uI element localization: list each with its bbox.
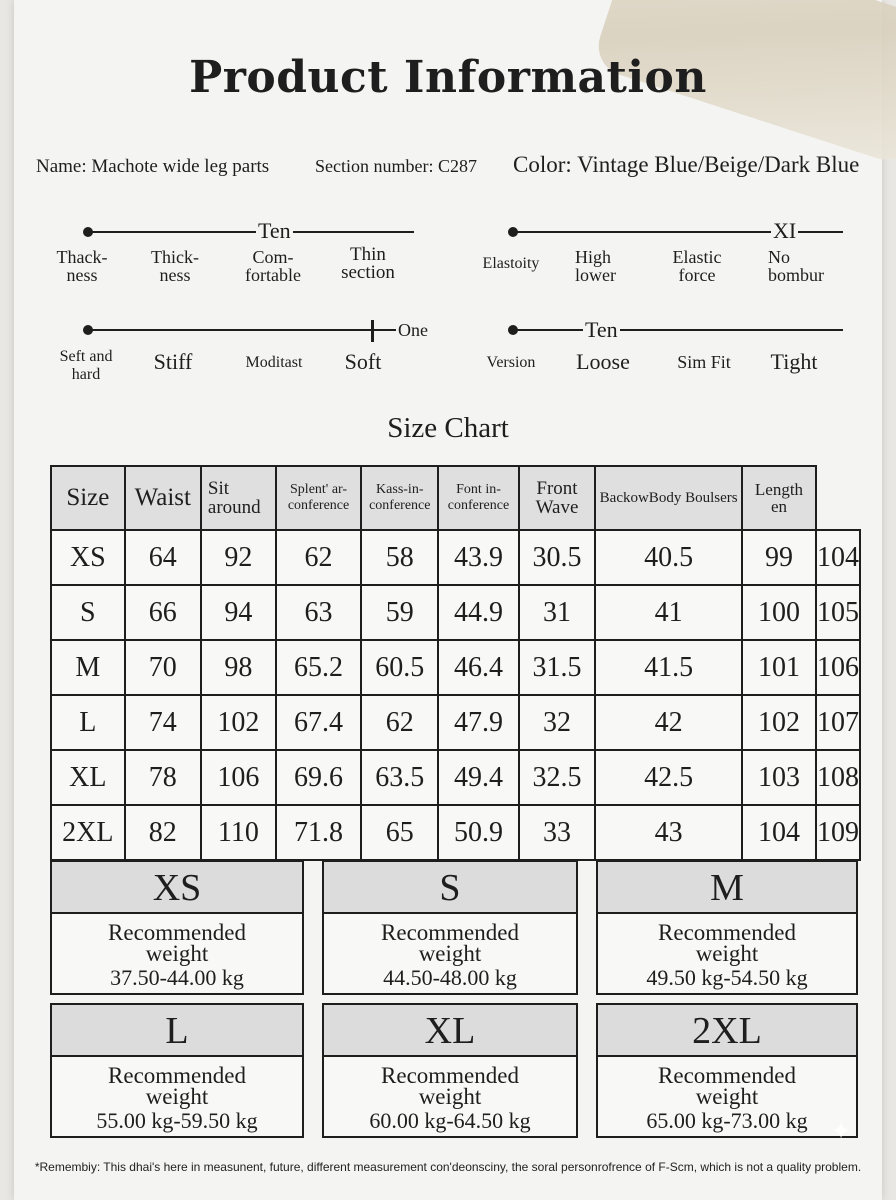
rec-card-size: S: [324, 862, 576, 914]
measurement-cell: 71.8: [276, 805, 361, 860]
measurement-cell: 109: [816, 805, 860, 860]
scale-marker: Ten: [585, 317, 618, 342]
rec-card-m: [596, 860, 858, 995]
measurement-cell: 67.4: [276, 695, 361, 750]
size-label-cell: 2XL: [51, 805, 125, 860]
measurement-cell: 60.5: [361, 640, 438, 695]
size-chart-row: [51, 695, 860, 750]
scale-option: Seft and hard: [59, 348, 113, 383]
measurement-cell: 110: [201, 805, 276, 860]
measurement-cell: 63: [276, 585, 361, 640]
column-header: Front Wave: [519, 466, 596, 530]
scale-selected-tick: [371, 320, 374, 342]
measurement-cell: 104: [742, 805, 816, 860]
scale-option: Version: [486, 354, 536, 371]
rec-card-value: 49.50 kg-54.50 kg: [646, 965, 808, 990]
column-header: Size: [51, 466, 125, 530]
scale-option: Thin section: [341, 244, 395, 283]
size-chart-body: [51, 530, 860, 860]
section-number: Section number: C287: [315, 156, 477, 176]
scale-option: High lower: [575, 247, 616, 285]
scale-marker: One: [398, 320, 428, 340]
rec-card-xl: [322, 1003, 578, 1138]
measurement-cell: 66: [125, 585, 201, 640]
measurement-cell: 100: [742, 585, 816, 640]
rec-card-xs: [50, 860, 304, 995]
rec-card-size: XS: [52, 862, 302, 914]
size-chart-row: [51, 530, 860, 585]
scale-option: Thick- ness: [151, 247, 199, 285]
scale-option: Loose: [576, 349, 630, 374]
size-label-cell: S: [51, 585, 125, 640]
measurement-cell: 102: [742, 695, 816, 750]
footnote: *Remembiy: This dhai's here in measunent, future, different measurement con'deonsciny, the soral personrofrence of F-Scm, which is not a quality problem.: [34, 1160, 862, 1174]
size-label-cell: XL: [51, 750, 125, 805]
measurement-cell: 106: [201, 750, 276, 805]
scale-option: Sim Fit: [677, 352, 731, 372]
measurement-cell: 78: [125, 750, 201, 805]
column-header: Font in- conference: [438, 466, 518, 530]
measurement-cell: 49.4: [438, 750, 518, 805]
size-chart-row: [51, 750, 860, 805]
column-header: Kass-in- conference: [361, 466, 438, 530]
scale-option: Elastic force: [672, 247, 722, 285]
measurement-cell: 41.5: [595, 640, 742, 695]
scale-marker: Ten: [258, 218, 291, 243]
measurement-cell: 32.5: [519, 750, 596, 805]
measurement-cell: 31.5: [519, 640, 596, 695]
size-chart-header-row: [51, 466, 860, 530]
measurement-cell: 105: [816, 585, 860, 640]
measurement-cell: 65.2: [276, 640, 361, 695]
size-label-cell: XS: [51, 530, 125, 585]
rec-card-label: Recommended weight: [381, 1063, 519, 1109]
rec-card-label: Recommended weight: [108, 1063, 246, 1109]
rec-card-l: [50, 1003, 304, 1138]
measurement-cell: 62: [276, 530, 361, 585]
product-name: Name: Machote wide leg parts: [36, 156, 270, 177]
size-label-cell: L: [51, 695, 125, 750]
rec-card-size: M: [598, 862, 856, 914]
measurement-cell: 63.5: [361, 750, 438, 805]
measurement-cell: 43: [595, 805, 742, 860]
rec-card-value: 44.50-48.00 kg: [383, 965, 517, 990]
size-chart-row: [51, 585, 860, 640]
column-header: BackowBody Boulsers: [595, 466, 742, 530]
rec-card-value: 55.00 kg-59.50 kg: [96, 1108, 258, 1133]
sparkle-icon: ✦: [830, 1117, 852, 1145]
measurement-cell: 64: [125, 530, 201, 585]
measurement-cell: 30.5: [519, 530, 596, 585]
measurement-cell: 62: [361, 695, 438, 750]
rec-card-size: L: [52, 1005, 302, 1057]
measurement-cell: 94: [201, 585, 276, 640]
scale-line: [88, 231, 414, 233]
measurement-cell: 50.9: [438, 805, 518, 860]
rec-card-value: 37.50-44.00 kg: [110, 965, 244, 990]
scale-option: Thack- ness: [56, 247, 108, 285]
size-label-cell: M: [51, 640, 125, 695]
rec-card-label: Recommended weight: [658, 920, 796, 966]
rec-card-label: Recommended weight: [108, 920, 246, 966]
measurement-cell: 69.6: [276, 750, 361, 805]
scale-option: Moditast: [245, 354, 303, 371]
size-chart-row: [51, 640, 860, 695]
product-color: Color: Vintage Blue/Beige/Dark Blue: [513, 152, 860, 177]
rec-card-label: Recommended weight: [381, 920, 519, 966]
measurement-cell: 103: [742, 750, 816, 805]
rec-card-value: 65.00 kg-73.00 kg: [646, 1108, 808, 1133]
rec-card-value: 60.00 kg-64.50 kg: [369, 1108, 531, 1133]
measurement-cell: 106: [816, 640, 860, 695]
measurement-cell: 65: [361, 805, 438, 860]
scale-option: No bombur: [768, 247, 824, 285]
scale-option: Soft: [344, 349, 382, 374]
size-chart-table: [50, 465, 861, 861]
measurement-cell: 47.9: [438, 695, 518, 750]
measurement-cell: 104: [816, 530, 860, 585]
measurement-cell: 82: [125, 805, 201, 860]
measurement-cell: 108: [816, 750, 860, 805]
measurement-cell: 32: [519, 695, 596, 750]
measurement-cell: 41: [595, 585, 742, 640]
rec-card-size: 2XL: [598, 1005, 856, 1057]
measurement-cell: 46.4: [438, 640, 518, 695]
measurement-cell: 40.5: [595, 530, 742, 585]
scale-option: Elastoity: [482, 255, 540, 272]
measurement-cell: 33: [519, 805, 596, 860]
measurement-cell: 102: [201, 695, 276, 750]
column-header: Splent' ar- conference: [276, 466, 361, 530]
scale-line: [88, 329, 398, 331]
column-header: Waist: [125, 466, 201, 530]
rec-card-s: [322, 860, 578, 995]
measurement-cell: 99: [742, 530, 816, 585]
measurement-cell: 59: [361, 585, 438, 640]
scale-marker: XI: [773, 218, 797, 243]
rec-card-2xl: [596, 1003, 858, 1138]
measurement-cell: 42: [595, 695, 742, 750]
measurement-cell: 70: [125, 640, 201, 695]
scale-line: [513, 329, 843, 331]
measurement-cell: 74: [125, 695, 201, 750]
measurement-cell: 31: [519, 585, 596, 640]
size-chart-row: [51, 805, 860, 860]
rec-card-label: Recommended weight: [658, 1063, 796, 1109]
size-chart-title: Size Chart: [387, 412, 509, 444]
page-title: Product Information: [189, 52, 707, 103]
thickness-scale: [0, 215, 450, 290]
column-header: Sit around: [201, 466, 276, 530]
scale-option: Tight: [770, 349, 818, 374]
column-header: Length en: [742, 466, 816, 530]
elasticity-scale: [450, 215, 896, 290]
measurement-cell: 101: [742, 640, 816, 695]
measurement-cell: 58: [361, 530, 438, 585]
rec-card-size: XL: [324, 1005, 576, 1057]
measurement-cell: 98: [201, 640, 276, 695]
measurement-cell: 42.5: [595, 750, 742, 805]
scale-option: Stiff: [153, 349, 193, 374]
measurement-cell: 92: [201, 530, 276, 585]
product-info-row: [36, 150, 876, 184]
measurement-cell: 44.9: [438, 585, 518, 640]
scale-option: Com- fortable: [245, 247, 301, 285]
measurement-cell: 107: [816, 695, 860, 750]
measurement-cell: 43.9: [438, 530, 518, 585]
softness-scale: [0, 316, 450, 391]
fit-scale: [450, 316, 896, 391]
